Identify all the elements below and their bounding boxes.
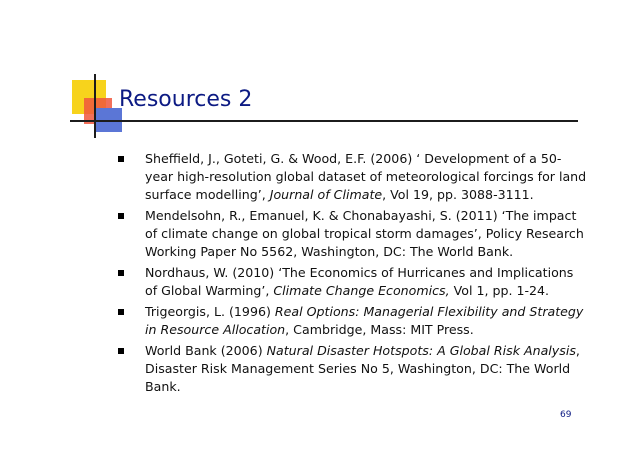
reference-item	[118, 303, 588, 339]
bullet-icon	[118, 348, 124, 354]
reference-text: Nordhaus, W. (2010) ‘The Economics of Hurricanes and Implications of Global Warming’,	[145, 265, 574, 298]
reference-text: Mendelsohn, R., Emanuel, K. & Chonabayashi, S. (2011) ‘The impact of climate change on global tropical storm damages’, Policy Research Working Paper No 5562, Washington, DC: The World Bank.	[145, 208, 584, 259]
bullet-icon	[118, 213, 124, 219]
reference-text: , Cambridge, Mass: MIT Press.	[285, 322, 474, 337]
reference-item	[118, 264, 588, 300]
reference-text: Vol 1, pp. 1-24.	[449, 283, 550, 298]
reference-text: World Bank (2006)	[145, 343, 267, 358]
reference-item	[118, 207, 588, 261]
reference-list	[118, 150, 588, 399]
reference-text: Trigeorgis, L. (1996)	[145, 304, 275, 319]
reference-text: Sheffield, J., Goteti, G. & Wood, E.F. (2006) ‘ Development of a 50-year high-resolution global dataset of meteorological forcings for land surface modelling’,	[145, 151, 587, 202]
vertical-rule	[94, 74, 96, 138]
slide-title: Resources 2	[119, 87, 253, 112]
bullet-icon	[118, 309, 124, 315]
reference-item	[118, 150, 588, 204]
page-number: 69	[560, 410, 572, 420]
reference-book-title: Natural Disaster Hotspots: A Global Risk Analysis	[266, 343, 576, 358]
reference-journal: Journal of Climate	[269, 187, 383, 202]
reference-text: , Vol 19, pp. 3088-3111.	[382, 187, 534, 202]
title-underline	[96, 120, 578, 122]
bullet-icon	[118, 156, 124, 162]
reference-journal: Climate Change Economics,	[273, 283, 450, 298]
bullet-icon	[118, 270, 124, 276]
decorative-logo	[0, 0, 130, 140]
reference-item	[118, 342, 588, 396]
reference-text: , Disaster Risk Management Series No 5, Washington, DC: The World Bank.	[145, 343, 580, 394]
reference-book-title: Real Options: Managerial Flexibility and Strategy in Resource Allocation	[145, 304, 584, 337]
